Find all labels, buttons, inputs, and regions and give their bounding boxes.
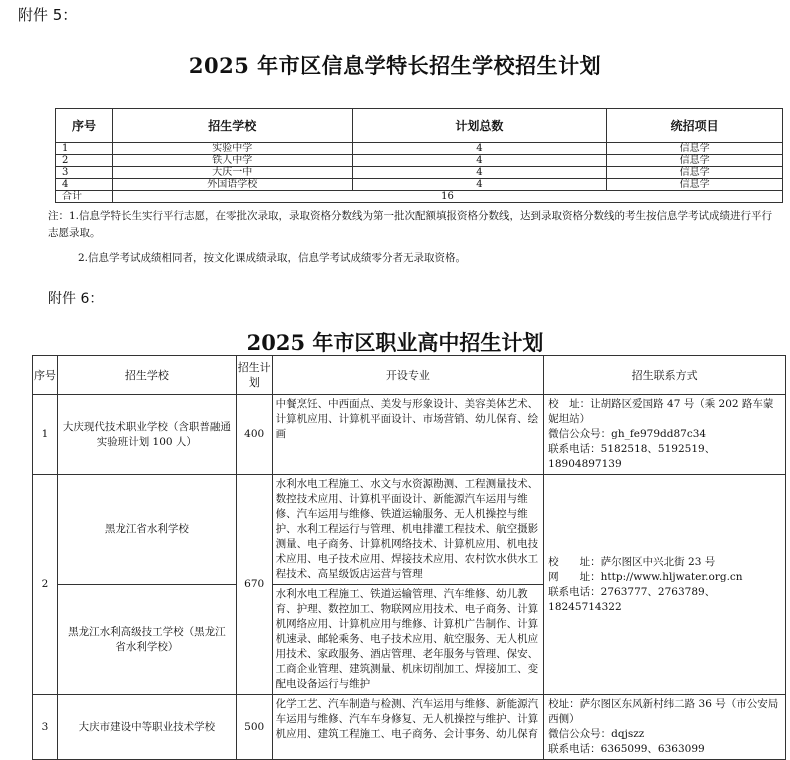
table-header-row xyxy=(33,356,786,395)
row-majors: 水利水电工程施工、铁道运输管理、汽车维修、幼儿教育、护理、数控加工、物联网应用技术、电子商务、计算机网络应用、计算机应用与维修、计算机广告制作、计算机速录、邮轮乘务、电子技术应用、航空服务、无人机应用技术、家政服务、酒店管理、老年服务与管理、保安、工商企业管理、建筑测量、机床切削加工、焊接加工、变配电设备运行与维护 xyxy=(272,585,544,695)
total-value: 16 xyxy=(112,191,782,203)
row-contact: 校址：萨尔图区东风新村纬二路 36 号（市公安局西侧） 微信公众号：dqjszz 联系电话：6365099、6363099 xyxy=(544,695,786,760)
note-1: 注：1.信息学特长生实行平行志愿，在零批次录取，录取资格分数线为第一批次配额填报资格分数线，达到录取资格分数线的考生按信息学考试成绩进行平行志愿录取。 xyxy=(48,210,773,239)
row-majors: 水利水电工程施工、水文与水资源勘测、工程测量技术、数控技术应用、计算机平面设计、新能源汽车运用与维修、汽车运用与维修、铁道运输服务、无人机操控与维护、水利工程运行与管理、机电排灌工程技术、航空摄影测量、电子商务、计算机网络技术、计算机应用、机电技术应用、电子技术应用、焊接技术应用、农村饮水供水工程技术、高星级饭店运营与管理 xyxy=(272,475,544,585)
row-no: 1 xyxy=(33,395,58,475)
col-header-item: 统招项目 xyxy=(607,109,783,143)
row-item: 信息学 xyxy=(607,155,783,167)
row-no: 2 xyxy=(56,155,113,167)
row-plan: 4 xyxy=(352,179,607,191)
row-no: 1 xyxy=(56,143,113,155)
table-header-row xyxy=(56,109,783,143)
plan-title-informatics: 2025 年市区信息学特长招生学校招生计划 xyxy=(188,53,602,78)
row-contact: 校 址：萨尔图区中兴北街 23 号 网 址：http://www.hljwater.org.cn 联系电话：2763777、2763789、18245714322 xyxy=(544,475,786,695)
vocational-plan-table xyxy=(32,355,786,760)
row-majors: 化学工艺、汽车制造与检测、汽车运用与维修、新能源汽车运用与维修、汽车车身修复、无人机操控与维护、计算机应用、建筑工程施工、电子商务、会计事务、幼儿保育 xyxy=(272,695,544,760)
col-header-no: 序号 xyxy=(56,109,113,143)
row-no: 3 xyxy=(56,167,113,179)
row-contact: 校 址：让胡路区爱国路 47 号（乘 202 路车蒙妮坦站） 微信公众号：gh_fe979dd87c34 联系电话：5182518、5192519、18904897139 xyxy=(544,395,786,475)
table-row xyxy=(33,695,786,760)
row-plan: 670 xyxy=(236,475,272,695)
row-school: 黑龙江水利高级技工学校（黑龙江省水利学校） xyxy=(57,585,236,695)
col-header-plan: 计划总数 xyxy=(352,109,607,143)
row-school: 实验中学 xyxy=(112,143,352,155)
row-plan: 4 xyxy=(352,167,607,179)
row-school: 铁人中学 xyxy=(112,155,352,167)
row-school: 黑龙江省水利学校 xyxy=(57,475,236,585)
table-row xyxy=(33,395,786,475)
col-header-no: 序号 xyxy=(33,356,58,395)
row-no: 3 xyxy=(33,695,58,760)
plan-title-vocational: 2025 年市区职业高中招生计划 xyxy=(246,330,544,355)
notes xyxy=(48,208,778,267)
note-2: 2.信息学考试成绩相同者，按文化课成绩录取，信息学考试成绩零分者无录取资格。 xyxy=(78,252,467,264)
col-header-school: 招生学校 xyxy=(112,109,352,143)
attachment-5-label: 附件 5： xyxy=(18,6,78,24)
row-plan: 4 xyxy=(352,155,607,167)
row-school: 大庆市建设中等职业技术学校 xyxy=(57,695,236,760)
attachment-6-label: 附件 6： xyxy=(48,291,104,307)
col-header-school: 招生学校 xyxy=(57,356,236,395)
col-header-majors: 开设专业 xyxy=(272,356,544,395)
row-no: 4 xyxy=(56,179,113,191)
row-plan: 500 xyxy=(236,695,272,760)
col-header-plan: 招生计划 xyxy=(236,356,272,395)
col-header-contact: 招生联系方式 xyxy=(544,356,786,395)
table-row xyxy=(33,475,786,585)
table-row xyxy=(56,167,783,179)
row-plan: 4 xyxy=(352,143,607,155)
row-majors: 中餐烹饪、中西面点、美发与形象设计、美容美体艺术、计算机应用、计算机平面设计、市场营销、幼儿保育、绘画 xyxy=(272,395,544,475)
table-row xyxy=(56,143,783,155)
total-label: 合计 xyxy=(56,191,113,203)
table-row xyxy=(56,155,783,167)
row-plan: 400 xyxy=(236,395,272,475)
row-item: 信息学 xyxy=(607,167,783,179)
table-row xyxy=(56,179,783,191)
row-no: 2 xyxy=(33,475,58,695)
row-school: 外国语学校 xyxy=(112,179,352,191)
row-item: 信息学 xyxy=(607,179,783,191)
row-item: 信息学 xyxy=(607,143,783,155)
row-school: 大庆一中 xyxy=(112,167,352,179)
row-school: 大庆现代技术职业学校（含职普融通实验班计划 100 人） xyxy=(57,395,236,475)
informatics-plan-table xyxy=(55,108,783,203)
table-total-row xyxy=(56,191,783,203)
